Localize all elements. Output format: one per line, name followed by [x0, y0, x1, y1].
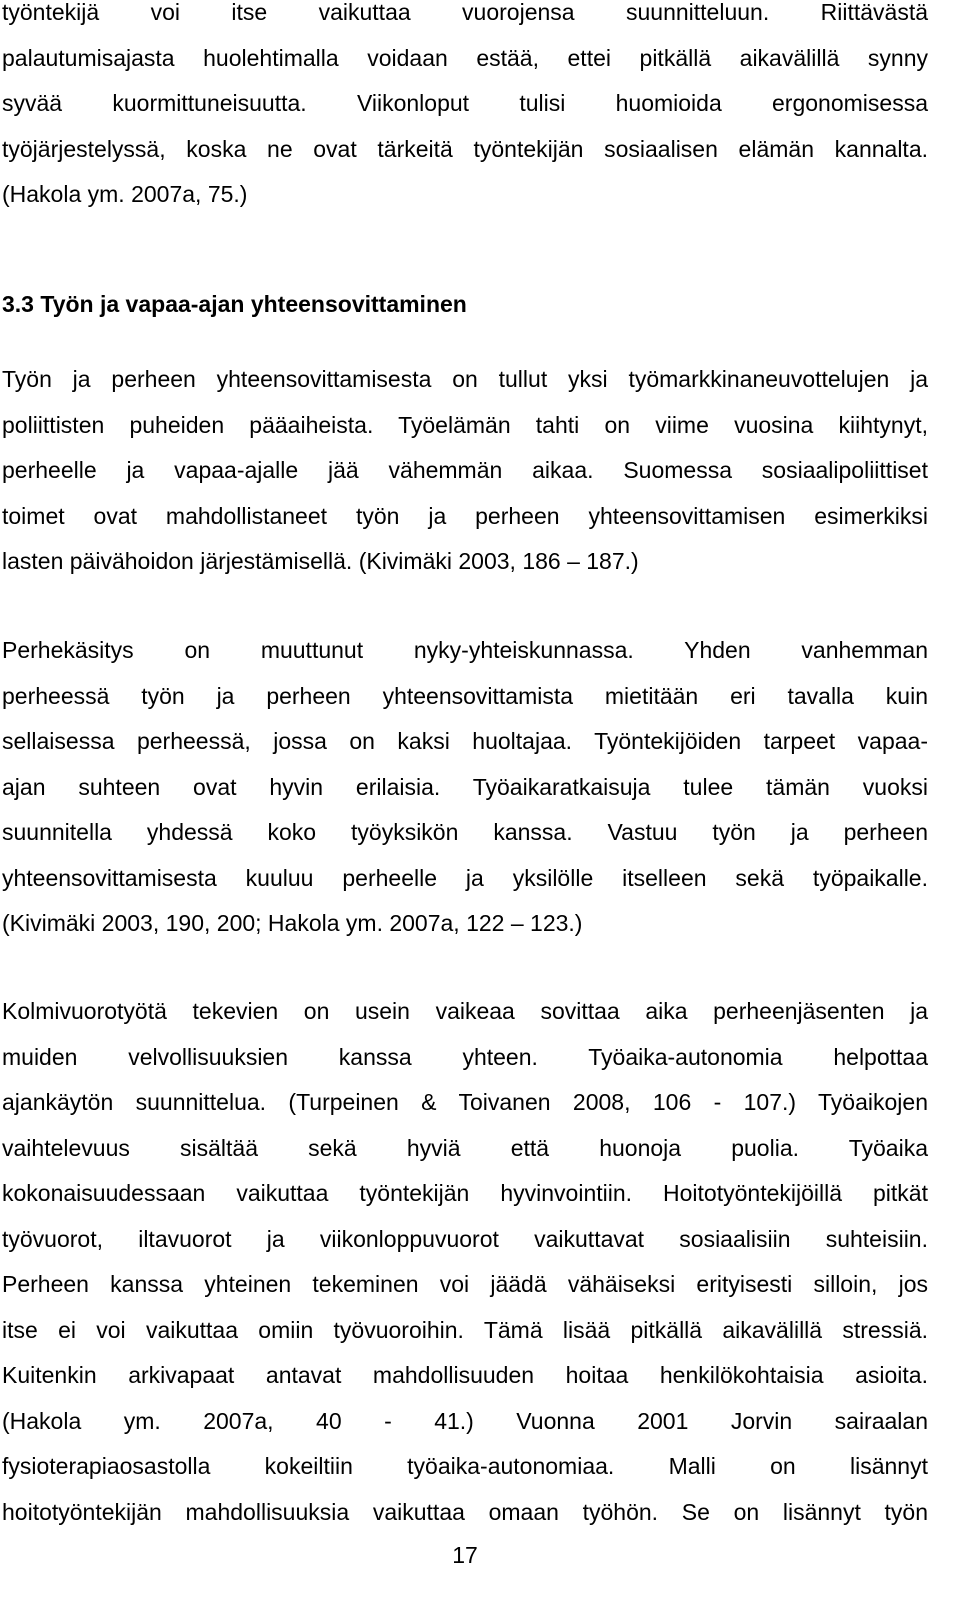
text-line: perheessä työn ja perheen yhteensovittamista mietitään eri tavalla kuin	[2, 682, 928, 709]
page-number: 17	[452, 1542, 478, 1568]
text-line: (Kivimäki 2003, 190, 200; Hakola ym. 2007a, 122 – 123.)	[2, 910, 583, 936]
text-line: ajankäytön suunnittelua. (Turpeinen & Toivanen 2008, 106 - 107.) Työaikojen	[2, 1089, 928, 1115]
text-line: poliittisten puheiden pääaiheista. Työelämän tahti on viime vuosina kiihtynyt,	[2, 411, 928, 438]
text-line: kokonaisuudessaan vaikuttaa työntekijän hyvinvointiin. Hoitotyöntekijöillä pitkät	[2, 1180, 928, 1206]
text-line: suunnitella yhdessä koko työyksikön kanssa. Vastuu työn ja perheen	[2, 819, 928, 845]
text-line: vaihtelevuus sisältää sekä hyviä että huonoja puolia. Työaika	[2, 1134, 928, 1161]
text-line: työvuorot, iltavuorot ja viikonloppuvuorot vaikuttavat sosiaalisiin suhteisiin.	[2, 1225, 928, 1252]
text-line: muiden velvollisuuksien kanssa yhteen. Työaika-autonomia helpottaa	[2, 1043, 928, 1070]
text-line: perheelle ja vapaa-ajalle jää vähemmän aikaa. Suomessa sosiaalipoliittiset	[2, 457, 928, 483]
text-line: Perhekäsitys on muuttunut nyky-yhteiskunnassa. Yhden vanhemman	[2, 637, 928, 663]
text-line: ajan suhteen ovat hyvin erilaisia. Työaikaratkaisuja tulee tämän vuoksi	[2, 773, 928, 800]
section-heading: 3.3 Työn ja vapaa-ajan yhteensovittaminen	[2, 291, 467, 317]
paragraph-3	[2, 989, 928, 1535]
text-line: (Hakola ym. 2007a, 40 - 41.) Vuonna 2001 Jorvin sairaalan	[2, 1407, 928, 1434]
paragraph-2	[2, 628, 928, 947]
text-line: sellaisessa perheessä, jossa on kaksi huoltajaa. Työntekijöiden tarpeet vapaa-	[2, 728, 928, 754]
text-line: palautumisajasta huolehtimalla voidaan estää, ettei pitkällä aikavälillä synny	[2, 44, 928, 71]
text-line: (Hakola ym. 2007a, 75.)	[2, 181, 248, 207]
text-line: työjärjestelyssä, koska ne ovat tärkeitä työntekijän sosiaalisen elämän kannalta.	[2, 135, 928, 162]
text-line: fysioterapiaosastolla kokeiltiin työaika-autonomiaa. Malli on lisännyt	[2, 1453, 928, 1479]
text-line: toimet ovat mahdollistaneet työn ja perheen yhteensovittamisen esimerkiksi	[2, 502, 928, 529]
text-line: Kolmivuorotyötä tekevien on usein vaikeaa sovittaa aika perheenjäsenten ja	[2, 998, 928, 1024]
text-line: Kuitenkin arkivapaat antavat mahdollisuuden hoitaa henkilökohtaisia asioita.	[2, 1362, 928, 1388]
paragraph-1	[2, 357, 928, 585]
text-line: Perheen kanssa yhteinen tekeminen voi jäädä vähäiseksi erityisesti silloin, jos	[2, 1271, 928, 1297]
text-line: työntekijä voi itse vaikuttaa vuorojensa suunnitteluun. Riittävästä	[2, 0, 928, 25]
text-line: hoitotyöntekijän mahdollisuuksia vaikuttaa omaan työhön. Se on lisännyt työn	[2, 1498, 928, 1525]
text-line: yhteensovittamisesta kuuluu perheelle ja yksilölle itselleen sekä työpaikalle.	[2, 864, 928, 891]
text-line: Työn ja perheen yhteensovittamisesta on tullut yksi työmarkkinaneuvottelujen ja	[2, 366, 928, 392]
text-line: lasten päivähoidon järjestämisellä. (Kivimäki 2003, 186 – 187.)	[2, 548, 639, 574]
text-line: syvää kuormittuneisuutta. Viikonloput tulisi huomioida ergonomisessa	[2, 90, 928, 116]
intro-paragraph	[2, 0, 928, 218]
text-line: itse ei voi vaikuttaa omiin työvuoroihin. Tämä lisää pitkällä aikavälillä stressiä.	[2, 1316, 928, 1343]
